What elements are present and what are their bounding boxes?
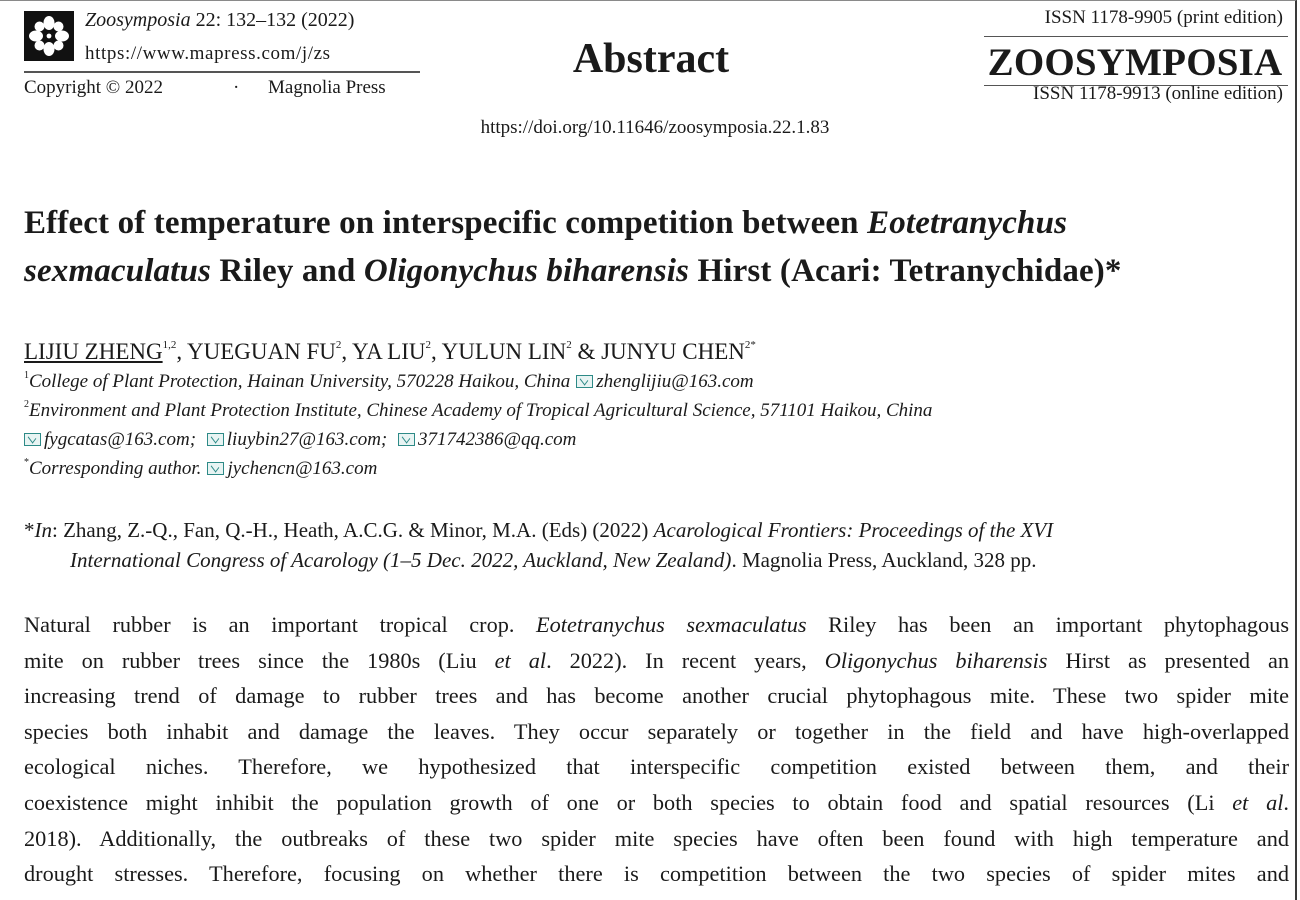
email-link[interactable]: liuybin27@163.com; [226,429,388,450]
affiliation-text: Environment and Plant Protection Institute, Chinese Academy of Tropical Agricultural Science, 571101 Haikou, China [29,400,933,421]
author-sup: 2* [744,339,756,351]
email-icon [576,375,593,388]
author-list [24,338,756,366]
body-line: increasing trend of damage to rubber trees and has become another crucial phytophagous mite. These two spider mite [24,683,1289,709]
note-text: : Zhang, Z.-Q., Fan, Q.-H., Heath, A.C.G. & Minor, M.A. (Eds) (2022) [52,518,654,542]
email-link[interactable]: 371742386@qq.com [418,429,577,450]
journal-masthead: ZOOSYMPOSIA [987,41,1283,84]
publisher-name: Magnolia Press [268,77,386,98]
section-heading: Abstract [572,36,730,82]
email-link[interactable]: fygcatas@163.com; [44,429,197,450]
affiliation-1 [24,370,754,394]
body-line [24,785,1289,821]
body-etal: et al [1232,789,1284,815]
title-text-1: Effect of temperature on interspecific competition between [24,205,868,241]
body-text: Hirst as presented an [1047,647,1289,673]
author-sup: 1,2 [162,339,177,351]
email-icon [24,433,41,446]
note-marker: * [24,518,35,542]
copyright-text: Copyright © 2022 [24,77,163,98]
flower-logo-icon [24,11,74,61]
email-icon [207,433,224,446]
body-line [24,607,1289,643]
author-sup: 2 [425,339,431,351]
affiliation-sup: * [24,457,29,468]
journal-name: Zoosymposia [85,9,191,31]
author-name: & JUNYU CHEN [571,339,745,364]
author-name: , YUEGUAN FU [176,339,336,364]
email-link[interactable]: jychencn@163.com [227,458,378,479]
body-line: 2018). Additionally, the outbreaks of these two spider mite species have often been found with high temperature and [24,825,1289,851]
volume-pages: 22: 132–132 (2022) [195,9,355,31]
body-text: . [1283,789,1289,815]
title-text-3: Hirst (Acari: Tetranychidae)* [689,253,1122,289]
note-text: . Magnolia Press, Auckland, 328 pp. [731,548,1037,572]
affiliation-sup: 1 [24,370,29,381]
affiliation-2-emails [24,428,576,452]
body-text: mite on rubber trees since the 1980s (Liu [24,647,495,673]
email-link[interactable]: zhenglijiu@163.com [596,371,754,392]
affiliation-text: College of Plant Protection, Hainan University, 570228 Haikou, China [29,371,571,392]
journal-citation [85,7,354,33]
body-line: drought stresses. Therefore, focusing on whether there is competition between the two species of spider mites and [24,861,1289,887]
affiliation-2 [24,399,932,423]
corresponding-author [24,457,377,481]
proceedings-line-1 [24,515,1290,545]
body-line: species both inhabit and damage the leaves. They occur separately or together in the field and have high-overlapped [24,718,1289,744]
corresponding-label: Corresponding author. [29,458,202,479]
author-name: , YULUN LIN [431,339,567,364]
title-species-epithet: sexmaculatus [24,253,211,289]
email-icon [207,462,224,475]
separator-dot: · [233,77,240,98]
journal-url-link[interactable]: https://www.mapress.com/j/zs [85,43,331,64]
author-link[interactable]: LIJIU ZHENG [24,339,163,364]
title-text-2: Riley and [211,253,364,289]
proceedings-note [24,515,1290,575]
abstract-body [24,607,1289,892]
proceedings-line-2 [24,545,1290,575]
note-in-label: In [34,518,52,542]
doi-link[interactable]: https://doi.org/10.11646/zoosymposia.22.1.83 [480,117,830,138]
body-line: ecological niches. Therefore, we hypothesized that interspecific competition existed between them, and their [24,754,1289,780]
title-species-genus: Eotetranychus [867,205,1068,241]
author-name: , YA LIU [341,339,426,364]
body-species: Eotetranychus sexmaculatus [536,612,807,637]
note-book-title: International Congress of Acarology (1–5 Dec. 2022, Auckland, New Zealand) [70,548,732,572]
issn-print: ISSN 1178-9905 (print edition) [1044,7,1283,28]
author-sup: 2 [335,339,342,351]
note-book-title: Acarological Frontiers: Proceedings of the XVI [653,518,1054,542]
issn-online: ISSN 1178-9913 (online edition) [1033,83,1283,104]
body-text: Natural rubber is an important tropical crop. [24,612,537,637]
author-sup: 2 [566,339,572,351]
body-text: . 2022). In recent years, [546,647,825,673]
title-species-2: Oligonychus biharensis [363,253,690,289]
email-icon [398,433,415,446]
body-text: coexistence might inhibit the population growth of one or both species to obtain food and spatial resources (Li [24,789,1233,815]
body-line [24,643,1289,679]
body-etal: et al [494,647,547,673]
masthead-rule-top [984,36,1288,37]
body-text: Riley has been an important phytophagous [806,612,1289,637]
article-title [24,199,1288,295]
affiliation-sup: 2 [24,399,29,410]
header-divider [24,71,420,73]
body-species: Oligonychus biharensis [824,647,1048,673]
